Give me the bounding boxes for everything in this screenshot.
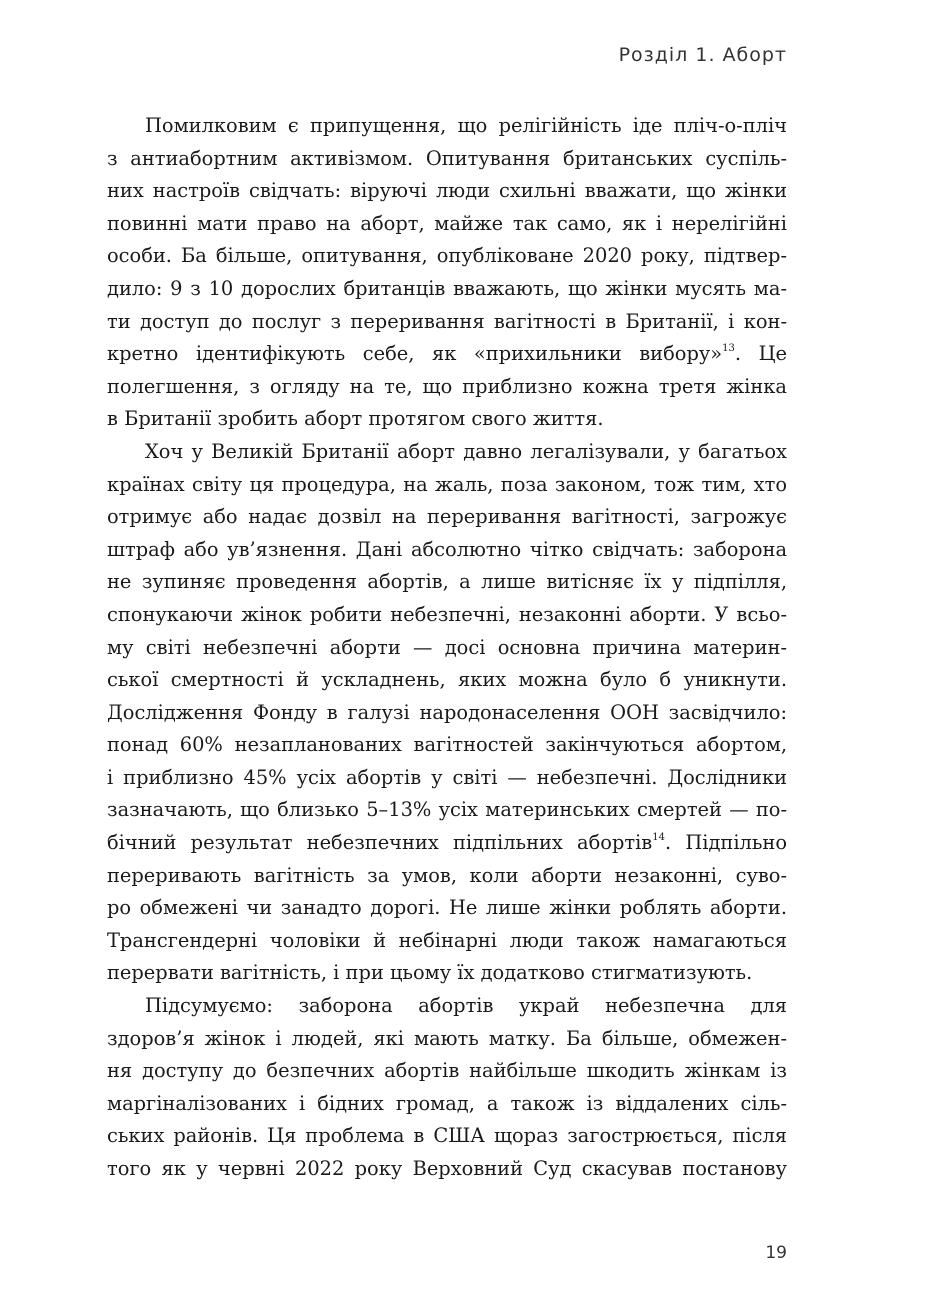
text-line: Дослідження Фонду в галузі народонаселення ООН засвідчило: [107,700,787,724]
text-line: зазначають, що близько 5–13% усіх материнських смертей — по- [107,798,787,822]
text-line: Трансгендерні чоловіки й небінарні люди також намагаються [107,928,787,952]
text-line: повинні мати право на аборт, майже так само, як і нерелігійні [107,211,787,235]
text-line: них настроїв свідчать: віруючі люди схильні вважати, що жінки [107,179,787,203]
text-line: понад 60% незапланованих вагітностей закінчуються абортом, [107,733,787,757]
text-line: спонукаючи жінок робити небезпечні, незаконні аборти. У всьо- [107,602,787,626]
text-line: полегшення, з огляду на те, що приблизно кожна третя жінка [107,374,787,398]
text-line: здоров’я жінок і людей, які мають матку. Ба більше, обмежен- [107,1026,787,1050]
text-line: маргіналізованих і бідних громад, а також із віддалених сіль- [107,1091,787,1115]
footnote-ref-14[interactable]: 14 [652,832,665,844]
text-line: ти доступ до послуг з переривання вагітності в Британії, і кон- [107,309,787,333]
text-line: особи. Ба більше, опитування, опубліковане 2020 року, підтвер- [107,244,787,268]
page-number: 19 [765,1243,787,1263]
text-line: отримує або надає дозвіл на переривання вагітності, загрожує [107,505,787,529]
text-line: перервати вагітність, і при цьому їх додатково стигматизують. [107,961,753,985]
text-line: ня доступу до безпечних абортів найбільше шкодить жінкам із [107,1059,787,1083]
text-line: ської смертності й ускладнень, яких можна було б уникнути. [107,668,787,692]
footnote-ref-13[interactable]: 13 [722,343,735,355]
body-text [107,110,787,1186]
text-line: бічний результат небезпечних підпільних абортів$^{14}$. Підпільно [107,831,787,855]
text-line: му світі небезпечні аборти — досі основна причина материн- [107,635,787,659]
text-line: кретно ідентифікують себе, як «прихильники вибору»$^{13}$. Це [107,342,787,366]
text-line: того як у червні 2022 року Верховний Суд скасував постанову [107,1157,787,1180]
text-line: з антиабортним активізмом. Опитування британських суспіль- [107,146,787,170]
text-line: Підсумуємо: заборона абортів украй небезпечна для [145,994,787,1018]
text-line: ро обмежені чи занадто дорогі. Не лише жінки роблять аборти. [107,896,787,920]
text-line: і приблизно 45% усіх абортів у світі — небезпечні. Дослідники [107,765,787,789]
text-line: Хоч у Великій Британії аборт давно легалізували, у багатьох [145,439,787,463]
text-line: переривають вагітність за умов, коли аборти незаконні, суво- [107,863,787,887]
text-line: штраф або ув’язнення. Дані абсолютно чітко свідчать: заборона [107,537,787,561]
chapter-running-head: Розділ 1. Аборт [618,44,787,66]
text-line: країнах світу ця процедура, на жаль, поза законом, тож тим, хто [107,472,787,496]
text-line: не зупиняє проведення абортів, а лише витісняє їх у підпілля, [107,570,787,594]
text-line: Помилковим є припущення, що релігійність іде пліч-о-пліч [145,114,787,137]
text-line: ських районів. Ця проблема в США щораз загострюється, після [107,1124,787,1148]
text-line: дило: 9 з 10 дорослих британців вважають, що жінки мусять ма- [107,276,787,300]
text-line: в Британії зробить аборт протягом свого життя. [107,407,604,431]
